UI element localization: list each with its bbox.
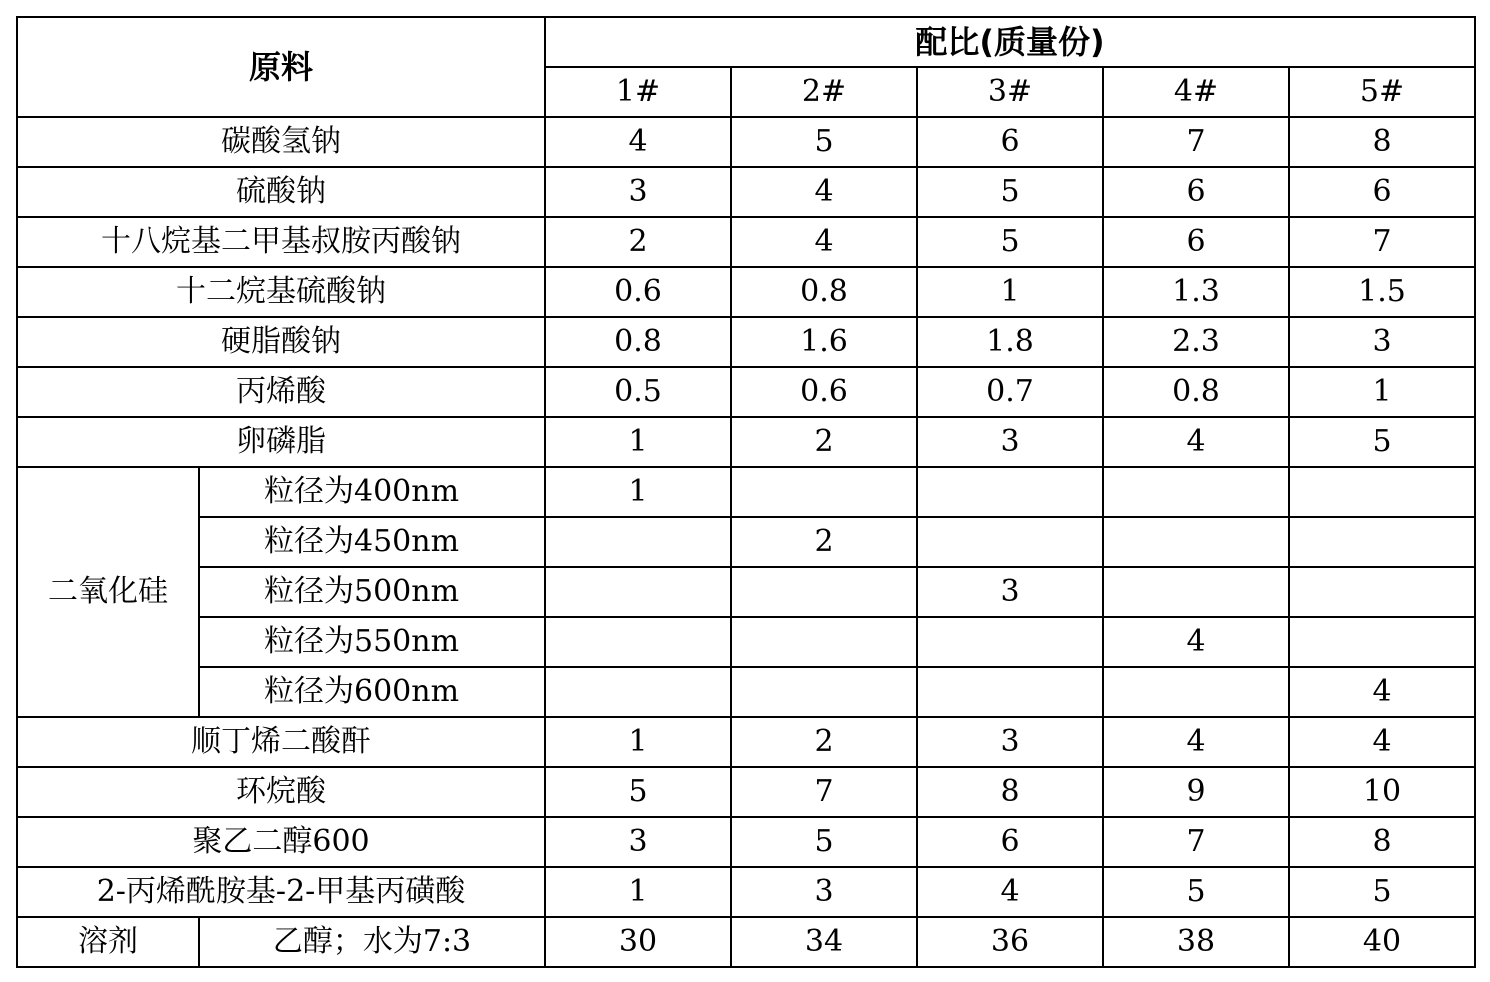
- row-label: 聚乙二醇600: [17, 817, 545, 867]
- table-cell: 34: [731, 917, 917, 967]
- table-cell: [1103, 467, 1289, 517]
- table-row: [17, 317, 1475, 367]
- row-label: 环烷酸: [17, 767, 545, 817]
- row-label: 丙烯酸: [17, 367, 545, 417]
- table-cell: 5: [731, 117, 917, 167]
- solvent-composition: 乙醇；水为7:3: [199, 917, 545, 967]
- table-cell: 3: [545, 817, 731, 867]
- table-cell: [1103, 517, 1289, 567]
- table-cell: 4: [731, 217, 917, 267]
- table-cell: [917, 617, 1103, 667]
- table-cell: 2: [731, 717, 917, 767]
- table-cell: [917, 667, 1103, 717]
- table-cell: 4: [1103, 617, 1289, 667]
- table-cell: 7: [1103, 117, 1289, 167]
- solvent-label: 溶剂: [17, 917, 199, 967]
- table-cell: [731, 567, 917, 617]
- table-cell: 4: [1289, 717, 1475, 767]
- column-header: 3#: [917, 67, 1103, 117]
- table-row: [17, 417, 1475, 467]
- table-cell: 4: [1103, 717, 1289, 767]
- table-cell: [1289, 617, 1475, 667]
- table-cell: 4: [731, 167, 917, 217]
- table-cell: 6: [1103, 217, 1289, 267]
- table-cell: 1: [545, 417, 731, 467]
- row-label: 2-丙烯酰胺基-2-甲基丙磺酸: [17, 867, 545, 917]
- table-cell: 0.6: [731, 367, 917, 417]
- table-cell: 38: [1103, 917, 1289, 967]
- silica-group-label: 二氧化硅: [17, 467, 199, 717]
- table-row: [17, 567, 1475, 617]
- column-header: 2#: [731, 67, 917, 117]
- table-cell: 6: [917, 117, 1103, 167]
- table-cell: 4: [545, 117, 731, 167]
- table-cell: 8: [1289, 117, 1475, 167]
- table-row: [17, 267, 1475, 317]
- table-cell: 6: [917, 817, 1103, 867]
- table-cell: [917, 467, 1103, 517]
- table-cell: 5: [545, 767, 731, 817]
- table-cell: 7: [1103, 817, 1289, 867]
- table-row: [17, 817, 1475, 867]
- table-cell: [1103, 667, 1289, 717]
- ratio-header: 配比(质量份): [545, 17, 1475, 67]
- table-cell: 1.5: [1289, 267, 1475, 317]
- row-label: 顺丁烯二酸酐: [17, 717, 545, 767]
- table-cell: 2: [545, 217, 731, 267]
- table-cell: 1: [1289, 367, 1475, 417]
- table-cell: 30: [545, 917, 731, 967]
- table-cell: 7: [731, 767, 917, 817]
- table-cell: 3: [731, 867, 917, 917]
- table-cell: [1289, 467, 1475, 517]
- table-row: [17, 867, 1475, 917]
- table-cell: [731, 617, 917, 667]
- table-cell: 1: [545, 867, 731, 917]
- row-label: 卵磷脂: [17, 417, 545, 467]
- row-label: 粒径为600nm: [199, 667, 545, 717]
- table-cell: 3: [1289, 317, 1475, 367]
- table-cell: 3: [545, 167, 731, 217]
- row-label: 硬脂酸钠: [17, 317, 545, 367]
- table-cell: 0.5: [545, 367, 731, 417]
- row-label: 粒径为450nm: [199, 517, 545, 567]
- table-cell: 4: [1103, 417, 1289, 467]
- table-cell: 2: [731, 517, 917, 567]
- table-row: [17, 117, 1475, 167]
- table-cell: 9: [1103, 767, 1289, 817]
- table-cell: 1.6: [731, 317, 917, 367]
- table-cell: 0.8: [1103, 367, 1289, 417]
- table-cell: 3: [917, 417, 1103, 467]
- table-cell: [545, 517, 731, 567]
- table-cell: 1.8: [917, 317, 1103, 367]
- column-header: 4#: [1103, 67, 1289, 117]
- material-header: 原料: [17, 17, 545, 117]
- table-row: [17, 467, 1475, 517]
- solvent-row: [17, 917, 1475, 967]
- table-cell: 2: [731, 417, 917, 467]
- table-cell: 5: [1289, 417, 1475, 467]
- table-cell: [731, 667, 917, 717]
- row-label: 十二烷基硫酸钠: [17, 267, 545, 317]
- table-cell: 0.7: [917, 367, 1103, 417]
- table-cell: 1: [545, 467, 731, 517]
- table-cell: 10: [1289, 767, 1475, 817]
- table-row: [17, 717, 1475, 767]
- row-label: 硫酸钠: [17, 167, 545, 217]
- table-row: [17, 167, 1475, 217]
- table-cell: 1: [917, 267, 1103, 317]
- row-label: 粒径为550nm: [199, 617, 545, 667]
- table-cell: 40: [1289, 917, 1475, 967]
- table-cell: 5: [917, 217, 1103, 267]
- row-label: 粒径为400nm: [199, 467, 545, 517]
- table-cell: 6: [1103, 167, 1289, 217]
- formula-table: [16, 16, 1476, 968]
- table-cell: 0.6: [545, 267, 731, 317]
- table-cell: [1289, 567, 1475, 617]
- table-cell: 5: [1289, 867, 1475, 917]
- table-cell: 8: [1289, 817, 1475, 867]
- table-cell: [917, 517, 1103, 567]
- table-cell: 8: [917, 767, 1103, 817]
- table-row: [17, 667, 1475, 717]
- table-row: [17, 367, 1475, 417]
- row-label: 粒径为500nm: [199, 567, 545, 617]
- table-cell: 5: [1103, 867, 1289, 917]
- table-cell: 5: [731, 817, 917, 867]
- table-cell: 4: [917, 867, 1103, 917]
- row-label: 碳酸氢钠: [17, 117, 545, 167]
- table-cell: 3: [917, 567, 1103, 617]
- table-cell: 4: [1289, 667, 1475, 717]
- table-cell: 36: [917, 917, 1103, 967]
- table-cell: 1.3: [1103, 267, 1289, 317]
- header-row: [17, 17, 1475, 67]
- table-cell: 3: [917, 717, 1103, 767]
- table-cell: [1289, 517, 1475, 567]
- column-header: 1#: [545, 67, 731, 117]
- table-cell: [545, 667, 731, 717]
- column-header: 5#: [1289, 67, 1475, 117]
- table-cell: 0.8: [731, 267, 917, 317]
- table-cell: [1103, 567, 1289, 617]
- table-cell: [545, 567, 731, 617]
- row-label: 十八烷基二甲基叔胺丙酸钠: [17, 217, 545, 267]
- table-row: [17, 767, 1475, 817]
- table-row: [17, 517, 1475, 567]
- table-cell: 2.3: [1103, 317, 1289, 367]
- table-cell: 6: [1289, 167, 1475, 217]
- table-cell: 1: [545, 717, 731, 767]
- table-row: [17, 617, 1475, 667]
- table-cell: [731, 467, 917, 517]
- table-row: [17, 217, 1475, 267]
- table-cell: [545, 617, 731, 667]
- table-cell: 7: [1289, 217, 1475, 267]
- table-cell: 5: [917, 167, 1103, 217]
- table-cell: 0.8: [545, 317, 731, 367]
